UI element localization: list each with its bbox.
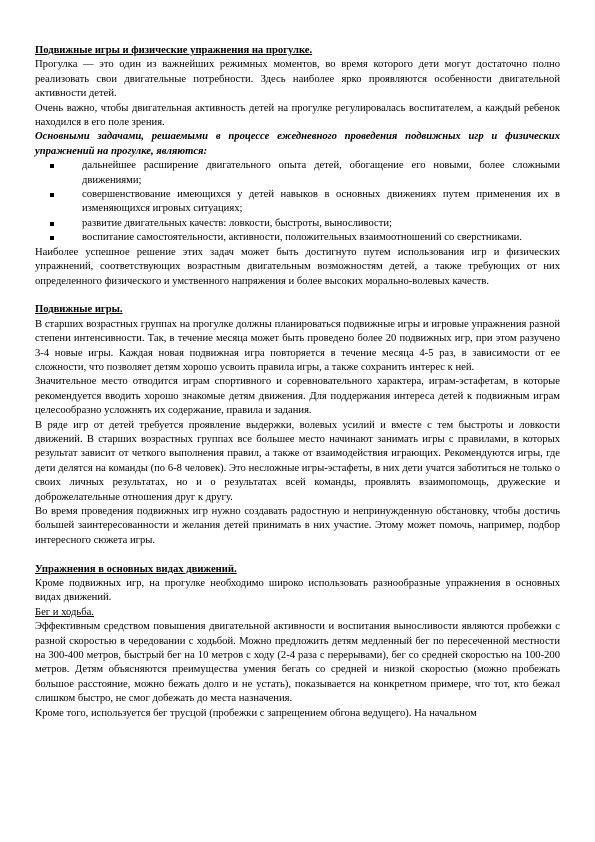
list-item: совершенствование имеющихся у детей навыков в основных движениях путем применения их в изменяющихся игровых ситуациях; [35, 188, 560, 217]
paragraph: Кроме подвижных игр, на прогулке необходимо широко использовать разнообразные упражнения в основных видах движений. [35, 578, 560, 604]
spacer [35, 289, 560, 303]
paragraph: Прогулка — это один из важнейших режимных моментов, во время которого дети могут достаточно полно реализовать свои двигательные потребности. Здесь наиболее ярко проявляются особенности двигательной активности детей. [35, 59, 560, 100]
section-heading-outdoor-games: Подвижные игры и физические упражнения на прогулке. [35, 45, 313, 56]
subheading-running-walking: Бег и ходьба. [35, 606, 94, 618]
list-item: дальнейшее расширение двигательного опыта детей, обогащение его новыми, более сложными движениями; [35, 159, 560, 188]
tasks-intro: Основными задачами, решаемыми в процессе ежедневного проведения подвижных игр и физических упражнений на прогулке, являются: [35, 131, 560, 157]
document-body [35, 44, 560, 721]
paragraph: В старших возрастных группах на прогулке должны планироваться подвижные игры и игровые упражнения разной степени интенсивности. Так, в течение месяца может быть проведено более 20 подвижных игр, при этом разучено 3-4 новые игры. Каждая новая подвижная игра повторяется в течение месяца 4-5 раз, в зависимости от ее сложности, что позволяет детям хорошо усвоить правила игры, а также сохранить интерес к ней. [35, 318, 560, 373]
paragraph: Во время проведения подвижных игр нужно создавать радостную и непринужденную обстановку, чтобы достичь большей заинтересованности и желания детей принимать в них участие. Этому может помочь, например, подбор интересного сюжета игры. [35, 505, 560, 546]
section-heading-exercises: Упражнения в основных видах движений. [35, 563, 237, 575]
paragraph: Значительное место отводится играм спортивного и соревновательного характера, играм-эстафетам, в которые рекомендуется вводить хорошо знакомые детям движения. Для поддержания интереса детей к подвижным играм целесообразно усложнять их содержание, правила и задания. [35, 376, 560, 417]
spacer [35, 548, 560, 562]
list-item: воспитание самостоятельности, активности, положительных взаимоотношений со сверстниками. [35, 231, 560, 245]
paragraph: В ряде игр от детей требуется проявление выдержки, волевых усилий и вместе с тем быстроты и ловкости движений. В старших возрастных группах все большее место начинают занимать игры с правилами, в которых результат зависит от четкого выполнения правил, а также от взаимодействия играющих. Рекомендуются игры, где дети делятся на команды (по 6-8 человек). Это несложные игры-эстафеты, в них дети учатся заботиться не только о своих личных результатах, но и о результатах всей команды, проявлять взаимопомощь, дружеские и доброжелательные отношения друг к другу. [35, 419, 560, 503]
section-heading-mobile-games: Подвижные игры. [35, 304, 123, 316]
paragraph: Очень важно, чтобы двигательная активность детей на прогулке регулировалась воспитателем, а каждый ребенок находился в его поле зрения. [35, 102, 560, 129]
tasks-list [35, 159, 560, 245]
paragraph: Кроме того, используется бег трусцой (пробежки с запрещением обгона ведущего). На начальном [35, 707, 477, 719]
list-item: развитие двигательных качеств: ловкости, быстроты, выносливости; [35, 217, 560, 231]
paragraph: Наиболее успешное решение этих задач может быть достигнуто путем использования игр и физических упражнений, соответствующих возрастным двигательным возможностям детей, а также требующих от них определенного физического и умственного напряжения и более высоких морально-волевых качеств. [35, 246, 560, 287]
paragraph: Эффективным средством повышения двигательной активности и воспитания выносливости являются пробежки с разной скоростью в чередовании с ходьбой. Можно предложить детям медленный бег по пересеченной местности на 300-400 метров, быстрый бег на 10 метров с ходу (2-4 раза с перерывами), бег со средней скоростью на 100-200 метров. Детям объясняются преимущества умения бегать со средней и низкой скоростью (можно пробежать большое расстояние, можно бежать долго и не устать), показывается на конкретном примере, что тот, кто бежал слишком быстро, не смог добежать до места назначения. [35, 621, 560, 705]
